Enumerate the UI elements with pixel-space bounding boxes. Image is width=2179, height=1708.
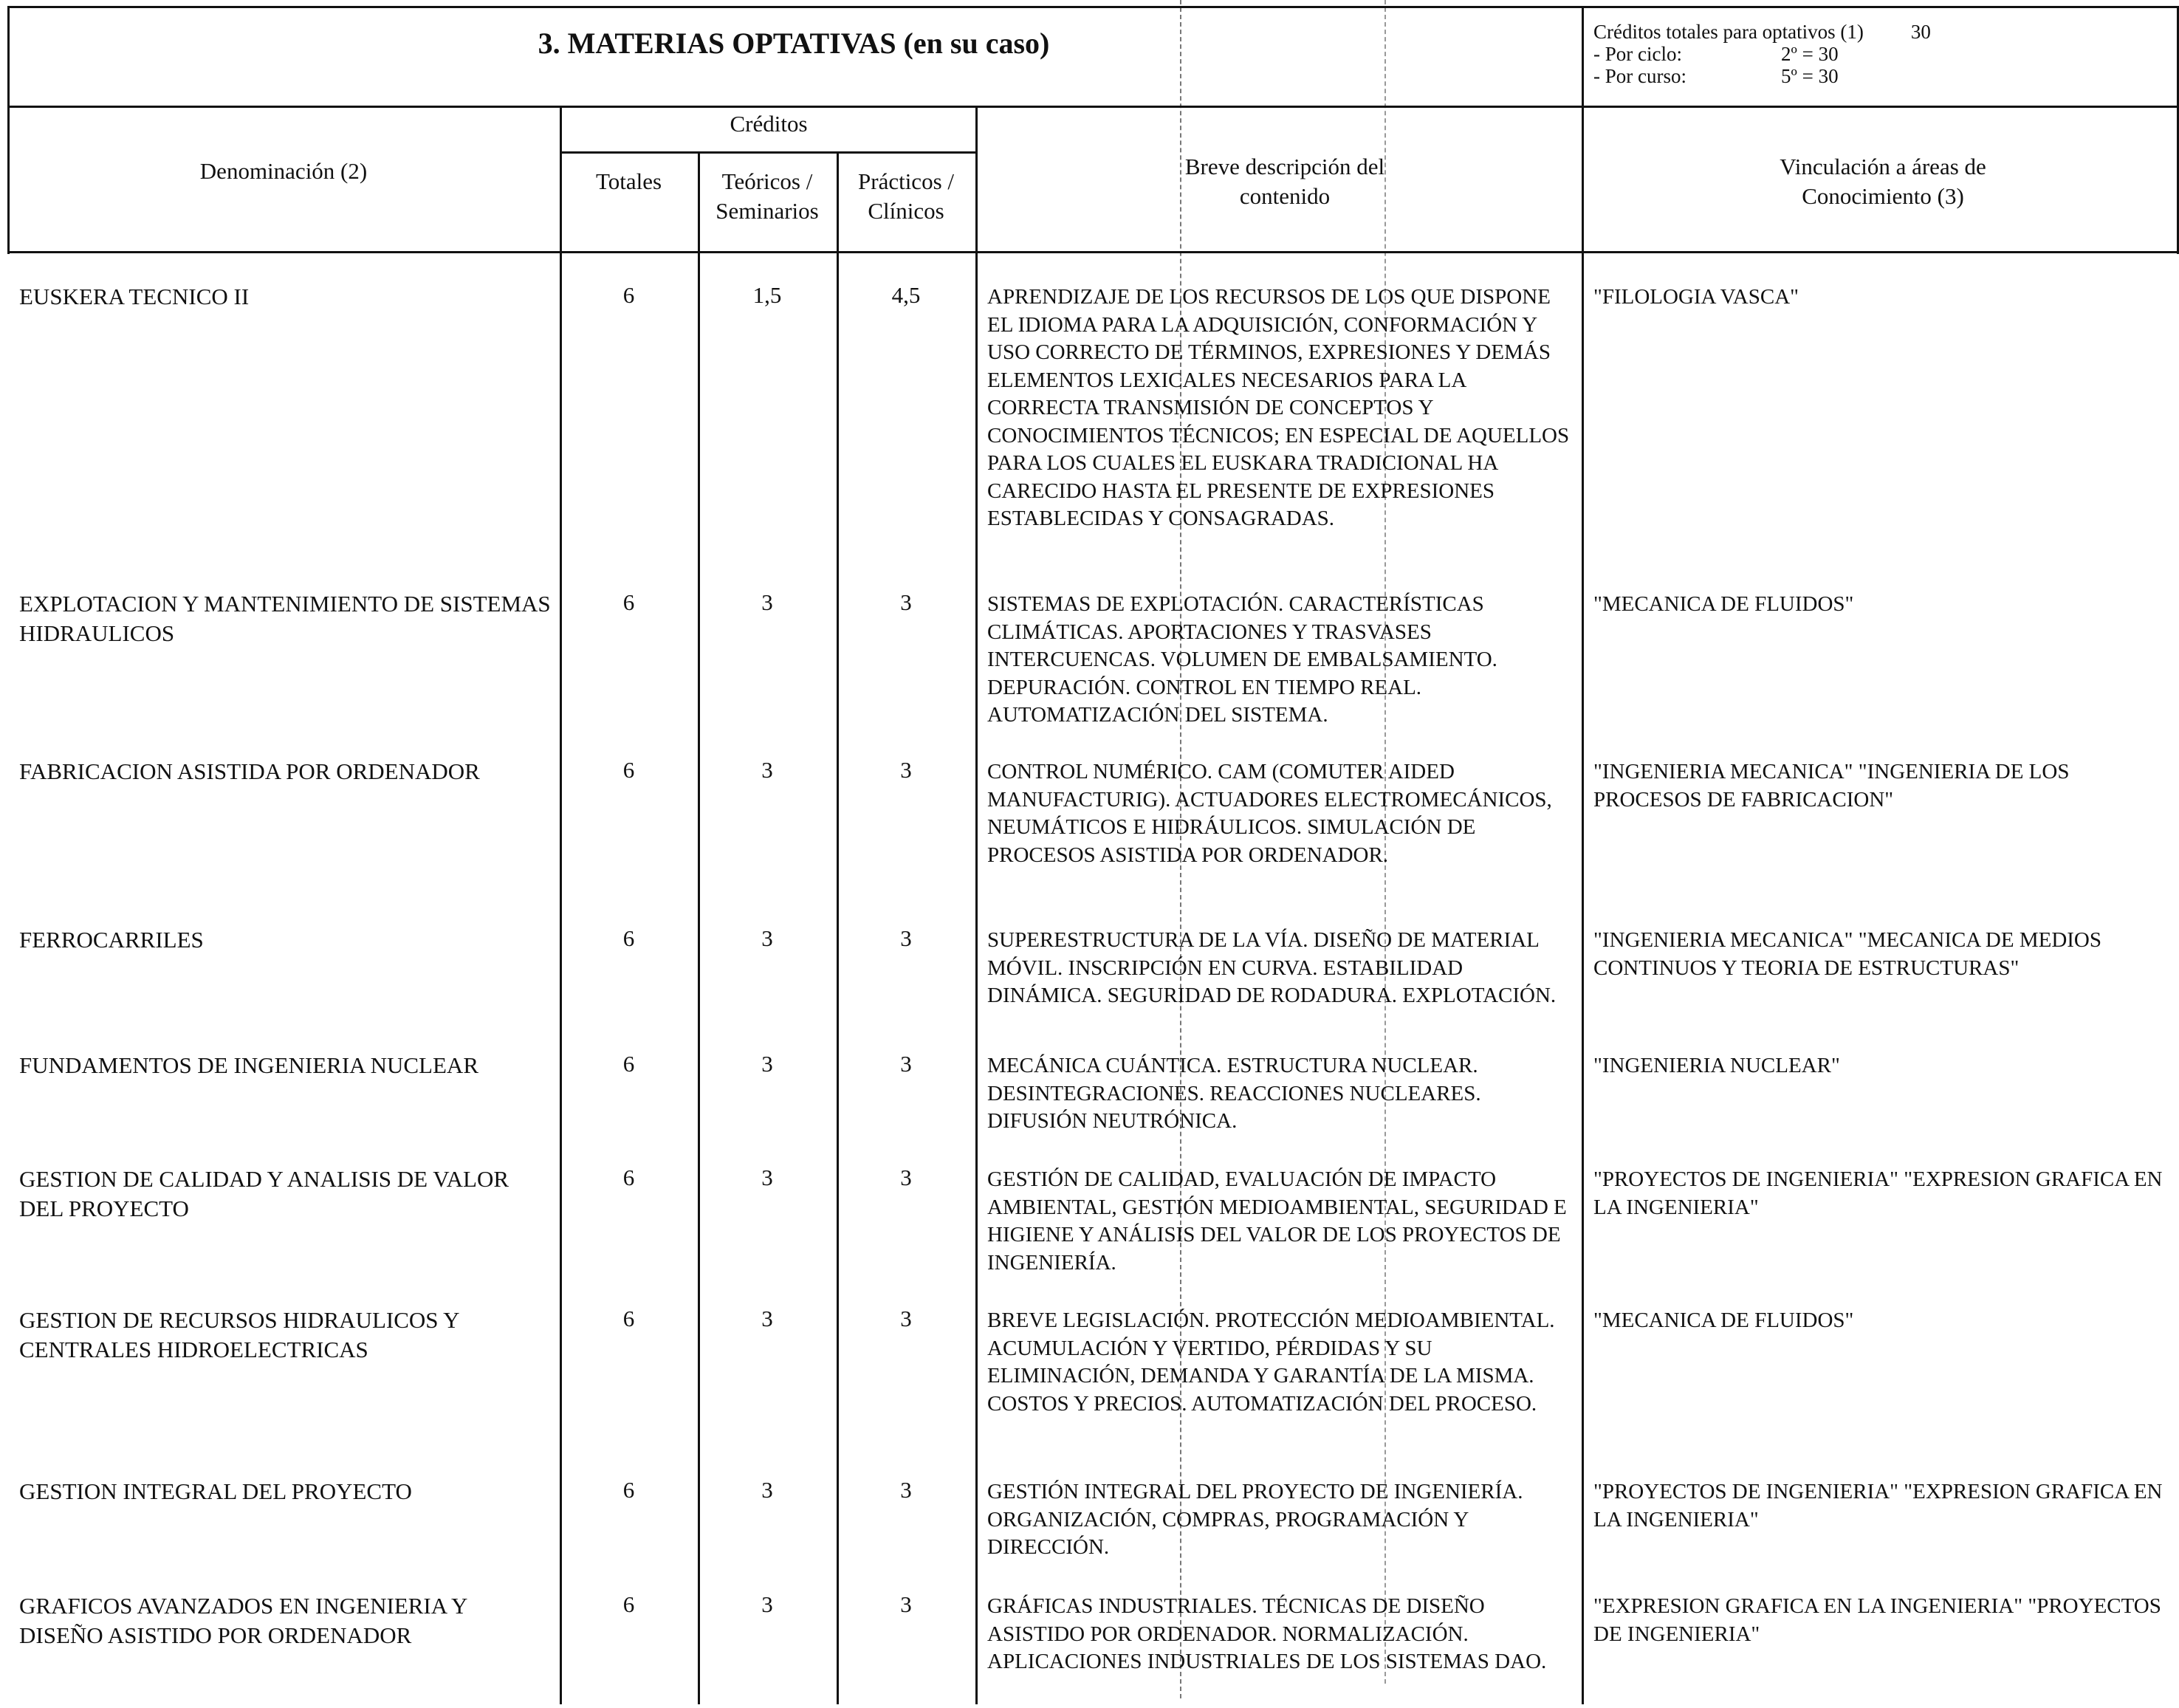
row-descripcion: MECÁNICA CUÁNTICA. ESTRUCTURA NUCLEAR. DESINTEGRACIONES. REACCIONES NUCLEARES. DIFUSIÓN NEUTRÓNICA. bbox=[987, 1054, 1481, 1133]
row-totales: 6 bbox=[622, 757, 635, 783]
header-creditos: Créditos bbox=[730, 111, 808, 137]
row-descripcion: BREVE LEGISLACIÓN. PROTECCIÓN MEDIOAMBIENTAL. ACUMULACIÓN Y VERTIDO, PÉRDIDAS Y SU ELIMINACIÓN, DEMANDA Y GARANTÍA DE LA MISMA. COSTOS Y PRECIOS. AUTOMATIZACIÓN DEL PROCESO. bbox=[987, 1309, 1555, 1416]
header-totales: Totales bbox=[595, 168, 662, 194]
row-descripcion: GESTIÓN INTEGRAL DEL PROYECTO DE INGENIERÍA. ORGANIZACIÓN, COMPRAS, PROGRAMACIÓN Y DIRECCIÓN. bbox=[987, 1480, 1523, 1559]
row-totales: 6 bbox=[622, 1306, 635, 1331]
row-denominacion: GESTION INTEGRAL DEL PROYECTO bbox=[19, 1478, 412, 1504]
title-bottom-border bbox=[7, 106, 2179, 108]
row-teoricos: 3 bbox=[761, 1591, 773, 1617]
row-teoricos: 3 bbox=[761, 925, 773, 951]
row-teoricos: 3 bbox=[761, 1051, 773, 1077]
row-vinculacion: "MECANICA DE FLUIDOS" bbox=[1593, 1309, 1854, 1332]
row-practicos: 3 bbox=[900, 757, 912, 783]
row-practicos: 4,5 bbox=[891, 282, 921, 308]
row-practicos: 3 bbox=[900, 1477, 912, 1503]
creditos-divider bbox=[560, 151, 978, 154]
row-totales: 6 bbox=[622, 925, 635, 951]
row-vinculacion: "PROYECTOS DE INGENIERIA" "EXPRESION GRAFICA EN LA INGENIERIA" bbox=[1593, 1480, 2163, 1532]
row-denominacion: FUNDAMENTOS DE INGENIERIA NUCLEAR bbox=[19, 1052, 478, 1078]
row-totales: 6 bbox=[622, 1051, 635, 1077]
header-vinculacion: Vinculación a áreas de Conocimiento (3) bbox=[1780, 154, 1986, 209]
credits-total-label: Créditos totales para optativos (1) bbox=[1593, 21, 1864, 43]
row-practicos: 3 bbox=[900, 589, 912, 615]
col-divider-denominacion bbox=[560, 106, 562, 1704]
row-descripcion: APRENDIZAJE DE LOS RECURSOS DE LOS QUE DISPONE EL IDIOMA PARA LA ADQUISICIÓN, CONFORMACIÓN Y USO CORRECTO DE TÉRMINOS, EXPRESIONES Y DEMÁS ELEMENTOS LEXICALES NECESARIOS PARA LA CORRECTA TRANSMISIÓN DE CONCEPTOS Y CONOCIMIENTOS TÉCNICOS; EN ESPECIAL DE AQUELLOS PARA LOS CUALES EL EUSKARA TRADICIONAL HA CARECIDO HASTA EL PRESENTE DE EXPRESIONES ESTABLECIDAS Y CONSAGRADAS. bbox=[987, 285, 1570, 530]
header-denominacion: Denominación (2) bbox=[199, 158, 368, 184]
header-bottom-border bbox=[7, 251, 2179, 253]
row-totales: 6 bbox=[622, 1477, 635, 1503]
credits-cycle-value: 2º = 30 bbox=[1781, 43, 1839, 65]
row-totales: 6 bbox=[622, 1165, 635, 1190]
row-vinculacion: "INGENIERIA MECANICA" "MECANICA DE MEDIOS CONTINUOS Y TEORIA DE ESTRUCTURAS" bbox=[1593, 928, 2101, 980]
row-teoricos: 3 bbox=[761, 757, 773, 783]
row-teoricos: 3 bbox=[761, 1165, 773, 1190]
title-credits-divider bbox=[1582, 6, 1584, 1704]
table-top-border bbox=[7, 6, 2179, 8]
row-vinculacion: "MECANICA DE FLUIDOS" bbox=[1593, 592, 1854, 616]
row-denominacion: EXPLOTACION Y MANTENIMIENTO DE SISTEMAS HIDRAULICOS bbox=[19, 591, 551, 646]
row-practicos: 3 bbox=[900, 925, 912, 951]
header-practicos: Prácticos / Clínicos bbox=[858, 168, 954, 224]
row-totales: 6 bbox=[622, 1591, 635, 1617]
row-practicos: 3 bbox=[900, 1591, 912, 1617]
credits-course-value: 5º = 30 bbox=[1781, 65, 1839, 87]
row-teoricos: 1,5 bbox=[752, 282, 782, 308]
row-vinculacion: "PROYECTOS DE INGENIERIA" "EXPRESION GRAFICA EN LA INGENIERIA" bbox=[1593, 1167, 2163, 1219]
row-descripcion: CONTROL NUMÉRICO. CAM (COMUTER AIDED MANUFACTURIG). ACTUADORES ELECTROMECÁNICOS, NEUMÁTICOS E HIDRÁULICOS. SIMULACIÓN DE PROCESOS ASISTIDA POR ORDENADOR. bbox=[987, 760, 1552, 867]
row-descripcion: GESTIÓN DE CALIDAD, EVALUACIÓN DE IMPACTO AMBIENTAL, GESTIÓN MEDIOAMBIENTAL, SEGURIDAD E HIGIENE Y ANÁLISIS DEL VALOR DE LOS PROYECTOS DE INGENIERÍA. bbox=[987, 1167, 1567, 1275]
row-denominacion: FABRICACION ASISTIDA POR ORDENADOR bbox=[19, 758, 480, 784]
row-vinculacion: "FILOLOGIA VASCA" bbox=[1593, 285, 1799, 309]
row-totales: 6 bbox=[622, 282, 635, 308]
credits-total-value: 30 bbox=[1910, 21, 1931, 43]
row-denominacion: GESTION DE RECURSOS HIDRAULICOS Y CENTRALES HIDROELECTRICAS bbox=[19, 1307, 459, 1362]
row-vinculacion: "INGENIERIA NUCLEAR" bbox=[1593, 1054, 1840, 1077]
row-totales: 6 bbox=[622, 589, 635, 615]
row-teoricos: 3 bbox=[761, 589, 773, 615]
section-title: 3. MATERIAS OPTATIVAS (en su caso) bbox=[538, 27, 1050, 60]
row-denominacion: GESTION DE CALIDAD Y ANALISIS DE VALOR DEL PROYECTO bbox=[19, 1166, 509, 1221]
row-denominacion: FERROCARRILES bbox=[19, 927, 204, 953]
row-denominacion: EUSKERA TECNICO II bbox=[19, 284, 250, 309]
credits-info bbox=[1593, 21, 1931, 87]
row-vinculacion: "INGENIERIA MECANICA" "INGENIERIA DE LOS PROCESOS DE FABRICACION" bbox=[1593, 760, 2070, 812]
row-teoricos: 3 bbox=[761, 1306, 773, 1331]
row-teoricos: 3 bbox=[761, 1477, 773, 1503]
header-teoricos: Teóricos / Seminarios bbox=[716, 168, 819, 224]
header-descripcion: Breve descripción del contenido bbox=[1184, 154, 1385, 209]
row-practicos: 3 bbox=[900, 1051, 912, 1077]
row-vinculacion: "EXPRESION GRAFICA EN LA INGENIERIA" "PROYECTOS DE INGENIERIA" bbox=[1593, 1594, 2161, 1646]
row-denominacion: GRAFICOS AVANZADOS EN INGENIERIA Y DISEÑO ASISTIDO POR ORDENADOR bbox=[19, 1593, 467, 1648]
row-practicos: 3 bbox=[900, 1306, 912, 1331]
row-descripcion: SUPERESTRUCTURA DE LA VÍA. DISEÑO DE MATERIAL MÓVIL. INSCRIPCIÓN EN CURVA. ESTABILIDAD DINÁMICA. SEGURIDAD DE RODADURA. EXPLOTACIÓN. bbox=[987, 928, 1557, 1007]
credits-cycle-label: - Por ciclo: bbox=[1593, 43, 1682, 65]
col-divider-practicos bbox=[975, 106, 978, 1704]
credits-course-label: - Por curso: bbox=[1593, 65, 1686, 87]
row-practicos: 3 bbox=[900, 1165, 912, 1190]
row-descripcion: SISTEMAS DE EXPLOTACIÓN. CARACTERÍSTICAS CLIMÁTICAS. APORTACIONES Y TRASVASES INTERCUENCAS. VOLUMEN DE EMBALSAMIENTO. DEPURACIÓN. CONTROL EN TIEMPO REAL. AUTOMATIZACIÓN DEL SISTEMA. bbox=[987, 592, 1497, 727]
row-descripcion: GRÁFICAS INDUSTRIALES. TÉCNICAS DE DISEÑO ASISTIDO POR ORDENADOR. NORMALIZACIÓN. APLICACIONES INDUSTRIALES DE LOS SISTEMAS DAO. bbox=[987, 1594, 1547, 1673]
